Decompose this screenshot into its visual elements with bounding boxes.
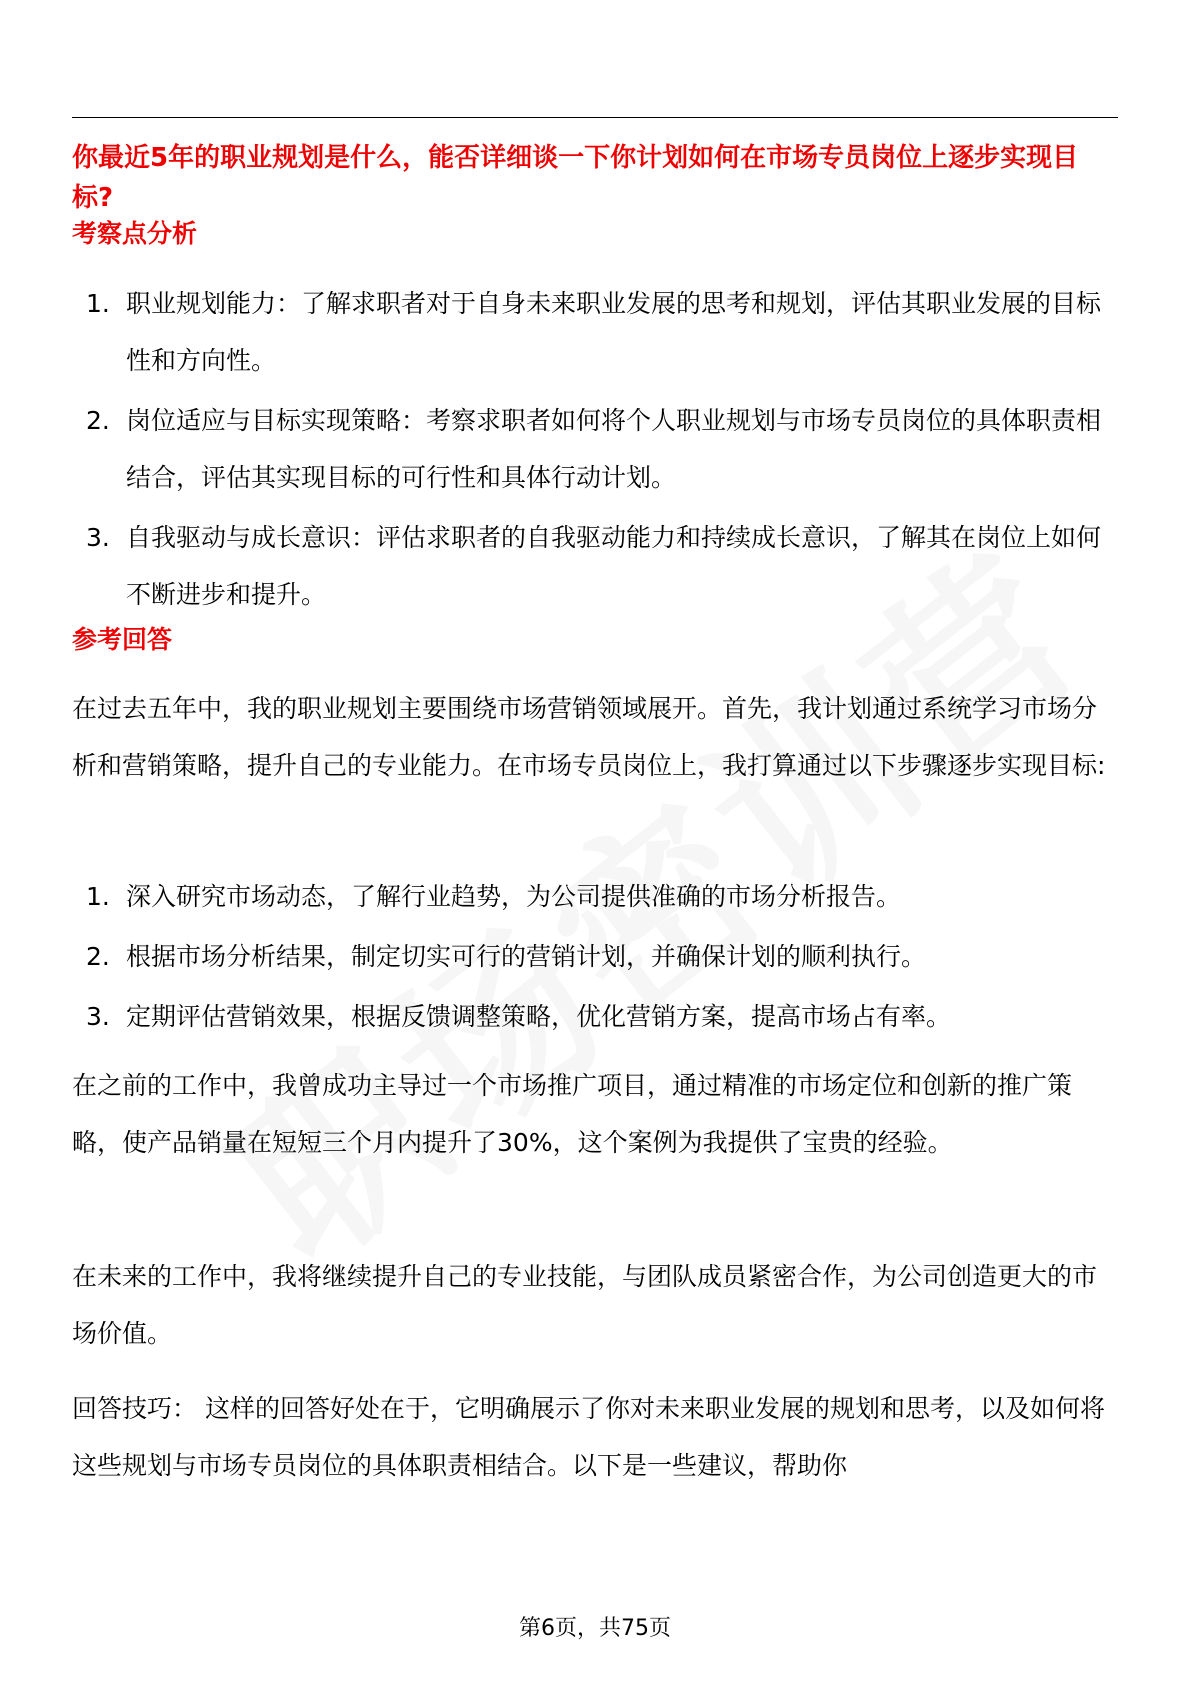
tips-paragraph: 回答技巧： 这样的回答好处在于，它明确展示了你对未来职业发展的规划和思考，以及如何将这些规划与市场专员岗位的具体职责相结合。以下是一些建议，帮助你 xyxy=(72,1394,1105,1480)
answer-steps-list xyxy=(72,868,1118,1048)
list-item-text: 岗位适应与目标实现策略：考察求职者如何将个人职业规划与市场专员岗位的具体职责相结合，评估其实现目标的可行性和具体行动计划。 xyxy=(126,406,1102,492)
future-paragraph: 在未来的工作中，我将继续提升自己的专业技能，与团队成员紧密合作，为公司创造更大的市场价值。 xyxy=(72,1262,1098,1348)
list-item-text: 职业规划能力：了解求职者对于自身未来职业发展的思考和规划，评估其职业发展的目标性和方向性。 xyxy=(126,289,1102,375)
list-item xyxy=(72,868,1118,925)
list-item-number: 1. xyxy=(86,882,110,911)
list-item-number: 2. xyxy=(86,942,110,971)
list-item-text: 深入研究市场动态，了解行业趋势，为公司提供准确的市场分析报告。 xyxy=(126,882,902,911)
list-item xyxy=(72,928,1118,985)
list-item xyxy=(72,988,1118,1045)
question-heading: 你最近5年的职业规划是什么，能否详细谈一下你计划如何在市场专员岗位上逐步实现目标? xyxy=(72,143,1079,213)
answer-section-title: 参考回答 xyxy=(72,625,173,654)
list-item-text: 根据市场分析结果，制定切实可行的营销计划，并确保计划的顺利执行。 xyxy=(126,942,927,971)
list-item-number: 1. xyxy=(86,289,110,318)
list-item-number: 3. xyxy=(86,523,110,552)
list-item-text: 定期评估营销效果，根据反馈调整策略，优化营销方案，提高市场占有率。 xyxy=(126,1002,952,1031)
list-item xyxy=(72,392,1118,506)
list-item xyxy=(72,275,1118,389)
list-item-number: 3. xyxy=(86,1002,110,1031)
page-number-footer: 第6页，共75页 xyxy=(519,1616,671,1641)
list-item-number: 2. xyxy=(86,406,110,435)
answer-intro-paragraph: 在过去五年中，我的职业规划主要围绕市场营销领域展开。首先，我计划通过系统学习市场分析和营销策略，提升自己的专业能力。在市场专员岗位上，我打算通过以下步骤逐步实现目标: xyxy=(72,694,1106,780)
list-item xyxy=(72,509,1118,623)
list-item-text: 自我驱动与成长意识：评估求职者的自我驱动能力和持续成长意识，了解其在岗位上如何不断进步和提升。 xyxy=(126,523,1102,609)
analysis-section-title: 考察点分析 xyxy=(72,219,198,248)
analysis-points-list xyxy=(72,275,1118,626)
experience-paragraph: 在之前的工作中，我曾成功主导过一个市场推广项目，通过精准的市场定位和创新的推广策略，使产品销量在短短三个月内提升了30%，这个案例为我提供了宝贵的经验。 xyxy=(72,1071,1073,1157)
header-rule xyxy=(72,117,1118,118)
